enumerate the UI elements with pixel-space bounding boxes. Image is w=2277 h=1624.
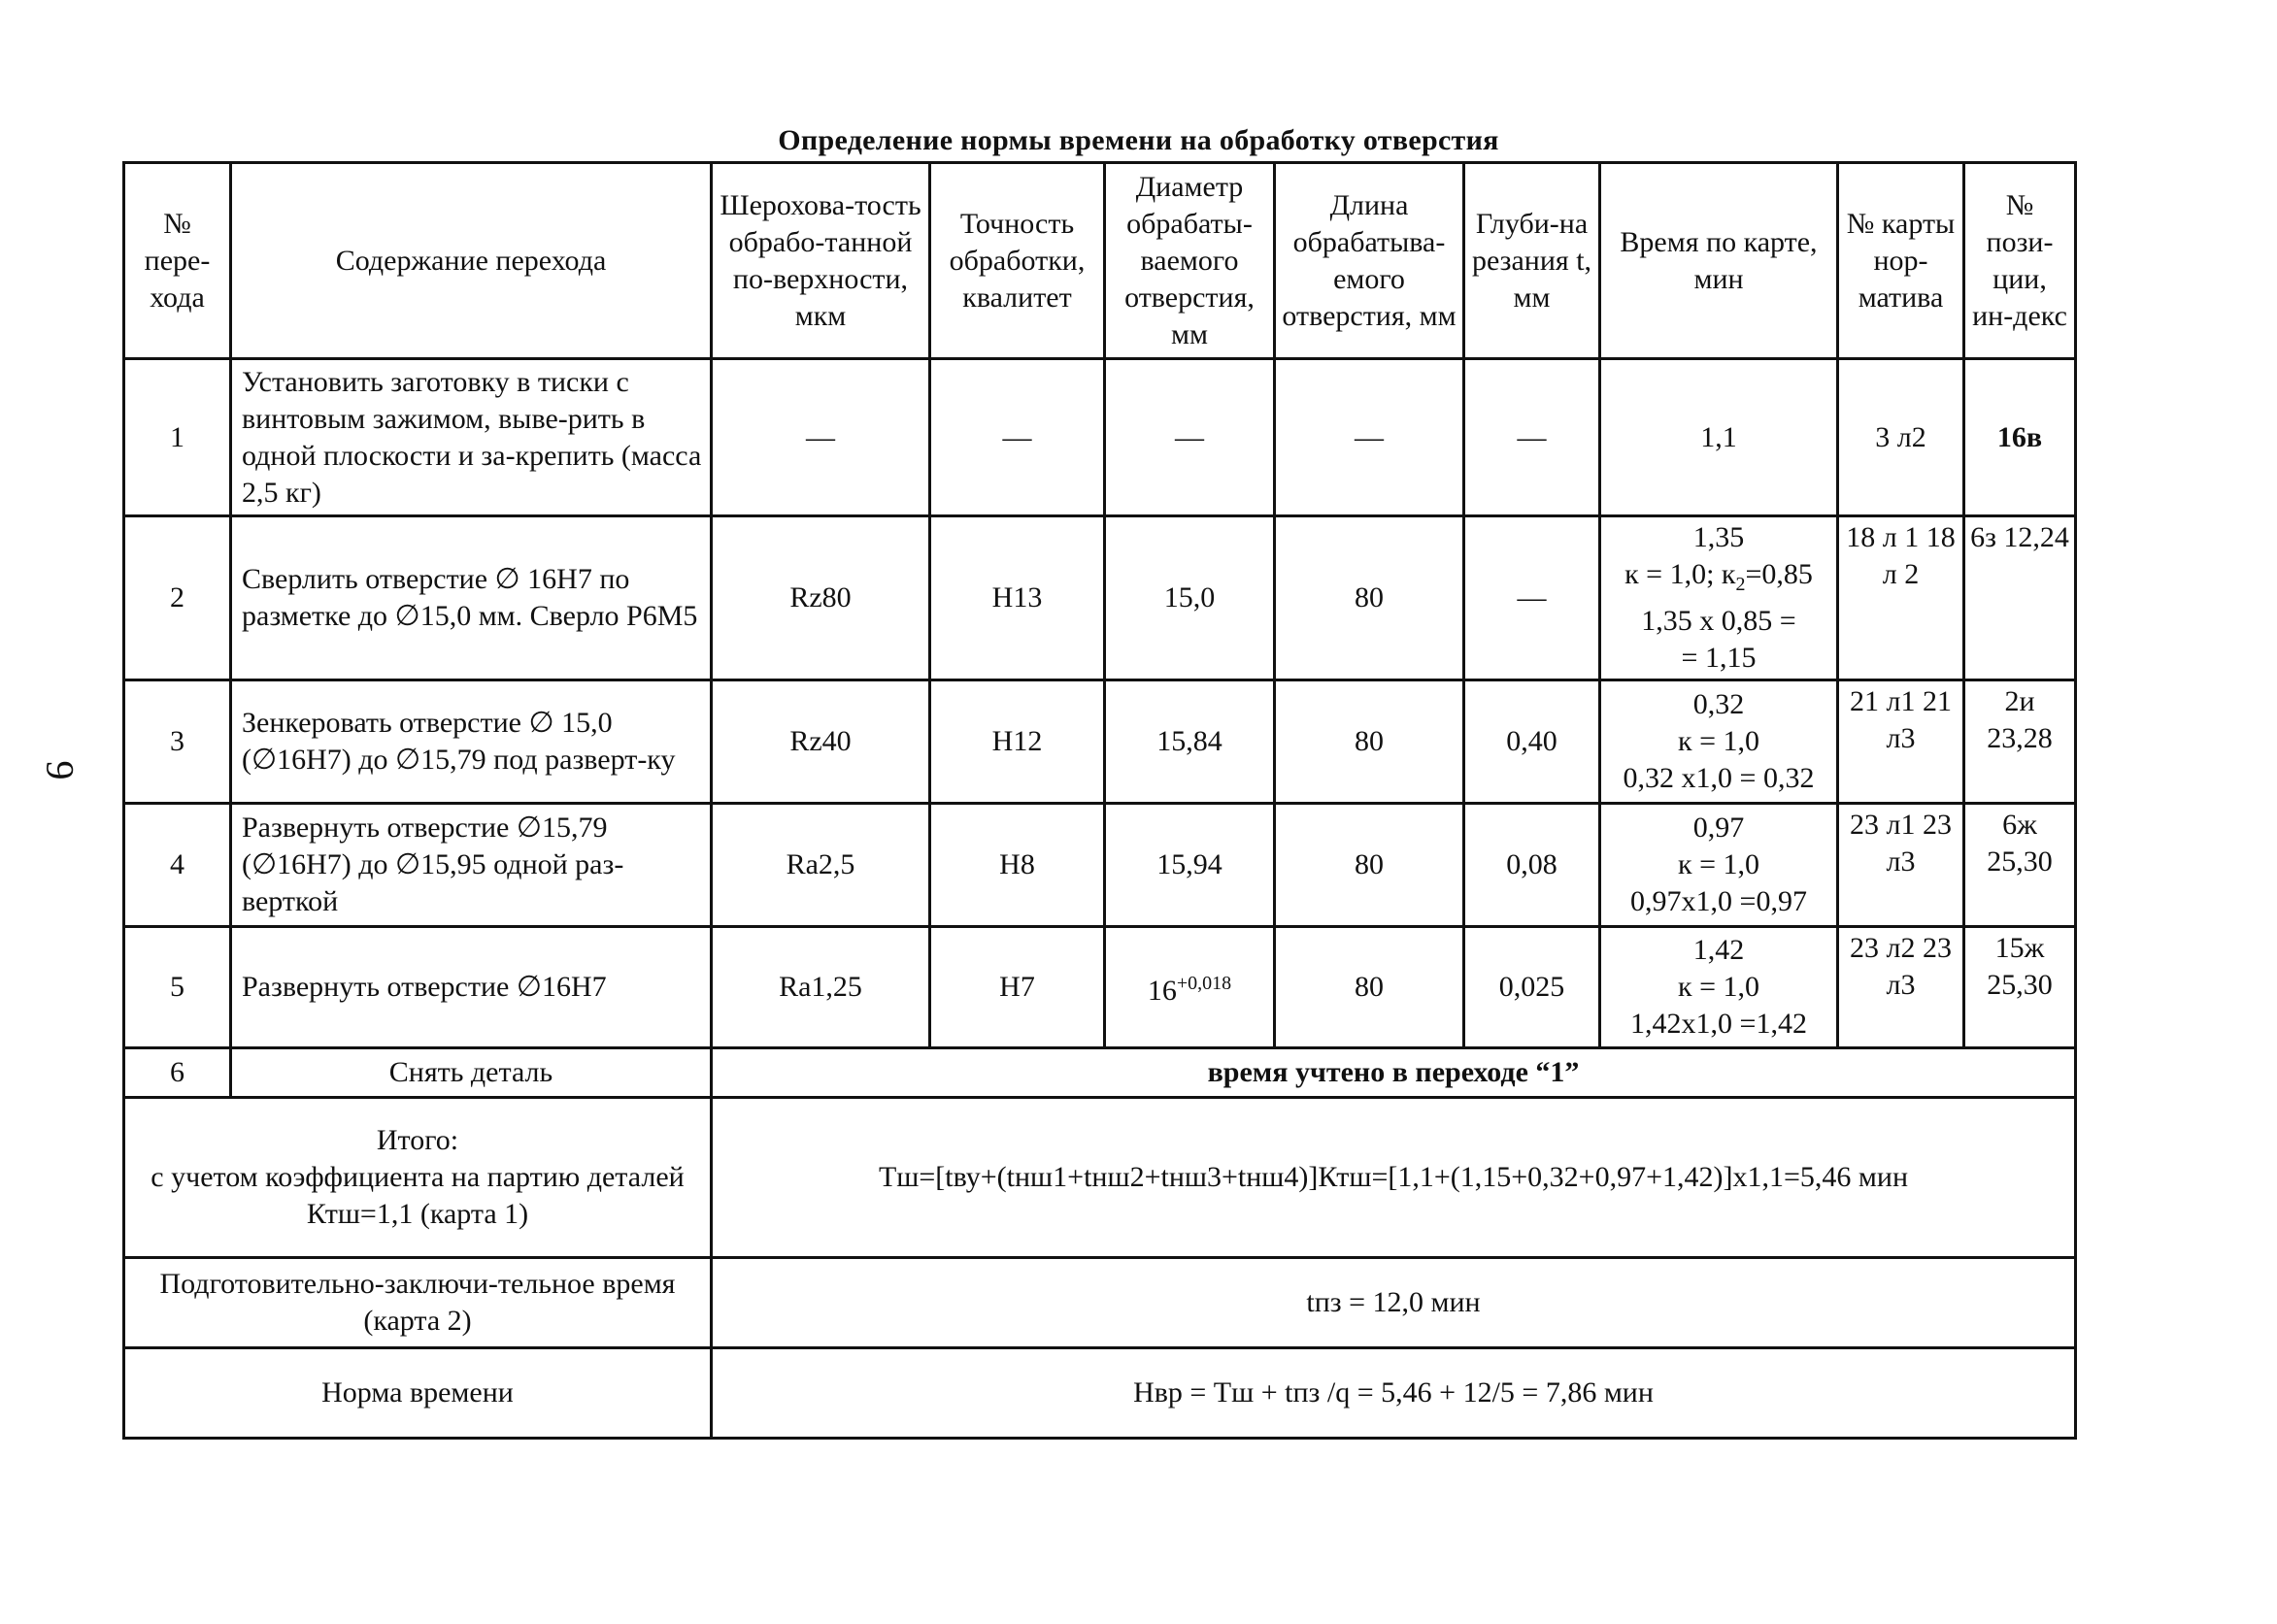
header-depth: Глуби-на резания t, мм: [1464, 163, 1600, 359]
time-coefficient: к = 1,0: [1678, 725, 1759, 757]
diameter-tolerance: +0,018: [1176, 973, 1232, 994]
row-card: 21 л1 21 л3: [1838, 680, 1964, 804]
row-position: 15ж 25,30: [1964, 927, 2076, 1048]
row-length: 80: [1275, 516, 1464, 680]
row-content: Зенкеровать отверстие ∅ 15,0 (∅16Н7) до ∅15,79 под разверт-ку: [231, 680, 712, 804]
row-diameter: 15,94: [1105, 804, 1275, 927]
row-content: Развернуть отверстие ∅15,79 (∅16Н7) до ∅15,95 одной раз-верткой: [231, 804, 712, 927]
row-depth: 0,40: [1464, 680, 1600, 804]
row-accuracy: Н7: [930, 927, 1105, 1048]
table-row: [124, 516, 2076, 680]
row-diameter: —: [1105, 359, 1275, 516]
table-title: Определение нормы времени на обработку отверстия: [778, 124, 1499, 156]
header-roughness: Шерохова-тость обрабо-танной по-верхности, мкм: [712, 163, 930, 359]
row-length: 80: [1275, 927, 1464, 1048]
row-content: Сверлить отверстие ∅ 16Н7 по разметке до ∅15,0 мм. Сверло Р6М5: [231, 516, 712, 680]
norm-label: Норма времени: [124, 1348, 712, 1439]
row-position: 16в: [1964, 359, 2076, 516]
row-time: [1600, 680, 1838, 804]
time-value: 1,42: [1692, 934, 1745, 966]
row-accuracy: Н13: [930, 516, 1105, 680]
row-accuracy: Н8: [930, 804, 1105, 927]
row-time: [1600, 516, 1838, 680]
row-depth: 0,08: [1464, 804, 1600, 927]
header-card: № карты нор-матива: [1838, 163, 1964, 359]
table-row: [124, 927, 2076, 1048]
time-calc: 0,97х1,0 =0,97: [1630, 885, 1807, 917]
time-calc: 0,32 х1,0 = 0,32: [1623, 762, 1815, 794]
time-coefficient: к = 1,0; $к_2=0,85$: [1624, 558, 1813, 595]
header-time: Время по карте, мин: [1600, 163, 1838, 359]
row-diameter: 15,0: [1105, 516, 1275, 680]
time-coefficient: к = 1,0: [1678, 848, 1759, 880]
row-content: Установить заготовку в тиски с винтовым зажимом, выве-рить в одной плоскости и за-крепить (масса 2,5 кг): [231, 359, 712, 516]
row-length: 80: [1275, 804, 1464, 927]
row-position: 6ж 25,30: [1964, 804, 2076, 927]
time-value: 0,32: [1692, 688, 1745, 720]
table-row: [124, 804, 2076, 927]
row-position: 2и 23,28: [1964, 680, 2076, 804]
prep-value: tпз = 12,0 мин: [712, 1258, 2076, 1348]
prep-label: Подготовительно-заключи-тельное время (карта 2): [124, 1258, 712, 1348]
row-no: 6: [124, 1048, 231, 1098]
header-position: № пози-ции, ин-декс: [1964, 163, 2076, 359]
page-number: 9: [38, 760, 83, 780]
row-content: Снять деталь: [231, 1048, 712, 1098]
row-time: [1600, 804, 1838, 927]
row-roughness: Ra2,5: [712, 804, 930, 927]
row-note: время учтено в переходе “1”: [712, 1048, 2076, 1098]
row-card: 23 л2 23 л3: [1838, 927, 1964, 1048]
row-content: Развернуть отверстие ∅16Н7: [231, 927, 712, 1048]
row-time: 1,1: [1600, 359, 1838, 516]
table-row: [124, 359, 2076, 516]
time-calc: 1,42х1,0 =1,42: [1630, 1008, 1807, 1040]
norm-formula: Нвр = Тш + tпз /q = 5,46 + 12/5 = 7,86 мин: [712, 1348, 2076, 1439]
row-no: 2: [124, 516, 231, 680]
row-diameter: $16^{+0,018}$: [1105, 927, 1275, 1048]
row-accuracy: —: [930, 359, 1105, 516]
header-diameter: Диаметр обрабаты-ваемого отверстия, мм: [1105, 163, 1275, 359]
time-value: 0,97: [1692, 812, 1745, 844]
total-formula: Тш=[tву+(tнш1+tнш2+tнш3+tнш4)]Ктш=[1,1+(1,15+0,32+0,97+1,42)]х1,1=5,46 мин: [712, 1098, 2076, 1258]
table-row: [124, 680, 2076, 804]
row-no: 3: [124, 680, 231, 804]
header-length: Длина обрабатыва-емого отверстия, мм: [1275, 163, 1464, 359]
row-roughness: Ra1,25: [712, 927, 930, 1048]
header-accuracy: Точность обработки, квалитет: [930, 163, 1105, 359]
total-row: [124, 1098, 2076, 1258]
row-diameter: 15,84: [1105, 680, 1275, 804]
total-label: Итого: с учетом коэффициента на партию деталей Ктш=1,1 (карта 1): [124, 1098, 712, 1258]
row-roughness: Rz40: [712, 680, 930, 804]
time-value: 1,35: [1692, 521, 1745, 553]
row-card: 3 л2: [1838, 359, 1964, 516]
row-no: 5: [124, 927, 231, 1048]
table-row: [124, 1048, 2076, 1098]
prep-row: [124, 1258, 2076, 1348]
row-card: 18 л 1 18 л 2: [1838, 516, 1964, 680]
norm-row: [124, 1348, 2076, 1439]
row-depth: 0,025: [1464, 927, 1600, 1048]
row-roughness: Rz80: [712, 516, 930, 680]
row-roughness: —: [712, 359, 930, 516]
row-no: 1: [124, 359, 231, 516]
time-result: = 1,15: [1681, 642, 1757, 674]
header-no: № пере-хода: [124, 163, 231, 359]
row-depth: —: [1464, 516, 1600, 680]
time-calc: 1,35 х 0,85 =: [1641, 605, 1796, 637]
header-row: [124, 163, 2076, 359]
row-length: —: [1275, 359, 1464, 516]
row-depth: —: [1464, 359, 1600, 516]
row-card: 23 л1 23 л3: [1838, 804, 1964, 927]
row-time: [1600, 927, 1838, 1048]
row-no: 4: [124, 804, 231, 927]
row-length: 80: [1275, 680, 1464, 804]
time-coefficient: к = 1,0: [1678, 971, 1759, 1003]
row-position: 6з 12,24: [1964, 516, 2076, 680]
header-content: Содержание перехода: [231, 163, 712, 359]
row-accuracy: Н12: [930, 680, 1105, 804]
time-norm-table: [122, 161, 2077, 1440]
